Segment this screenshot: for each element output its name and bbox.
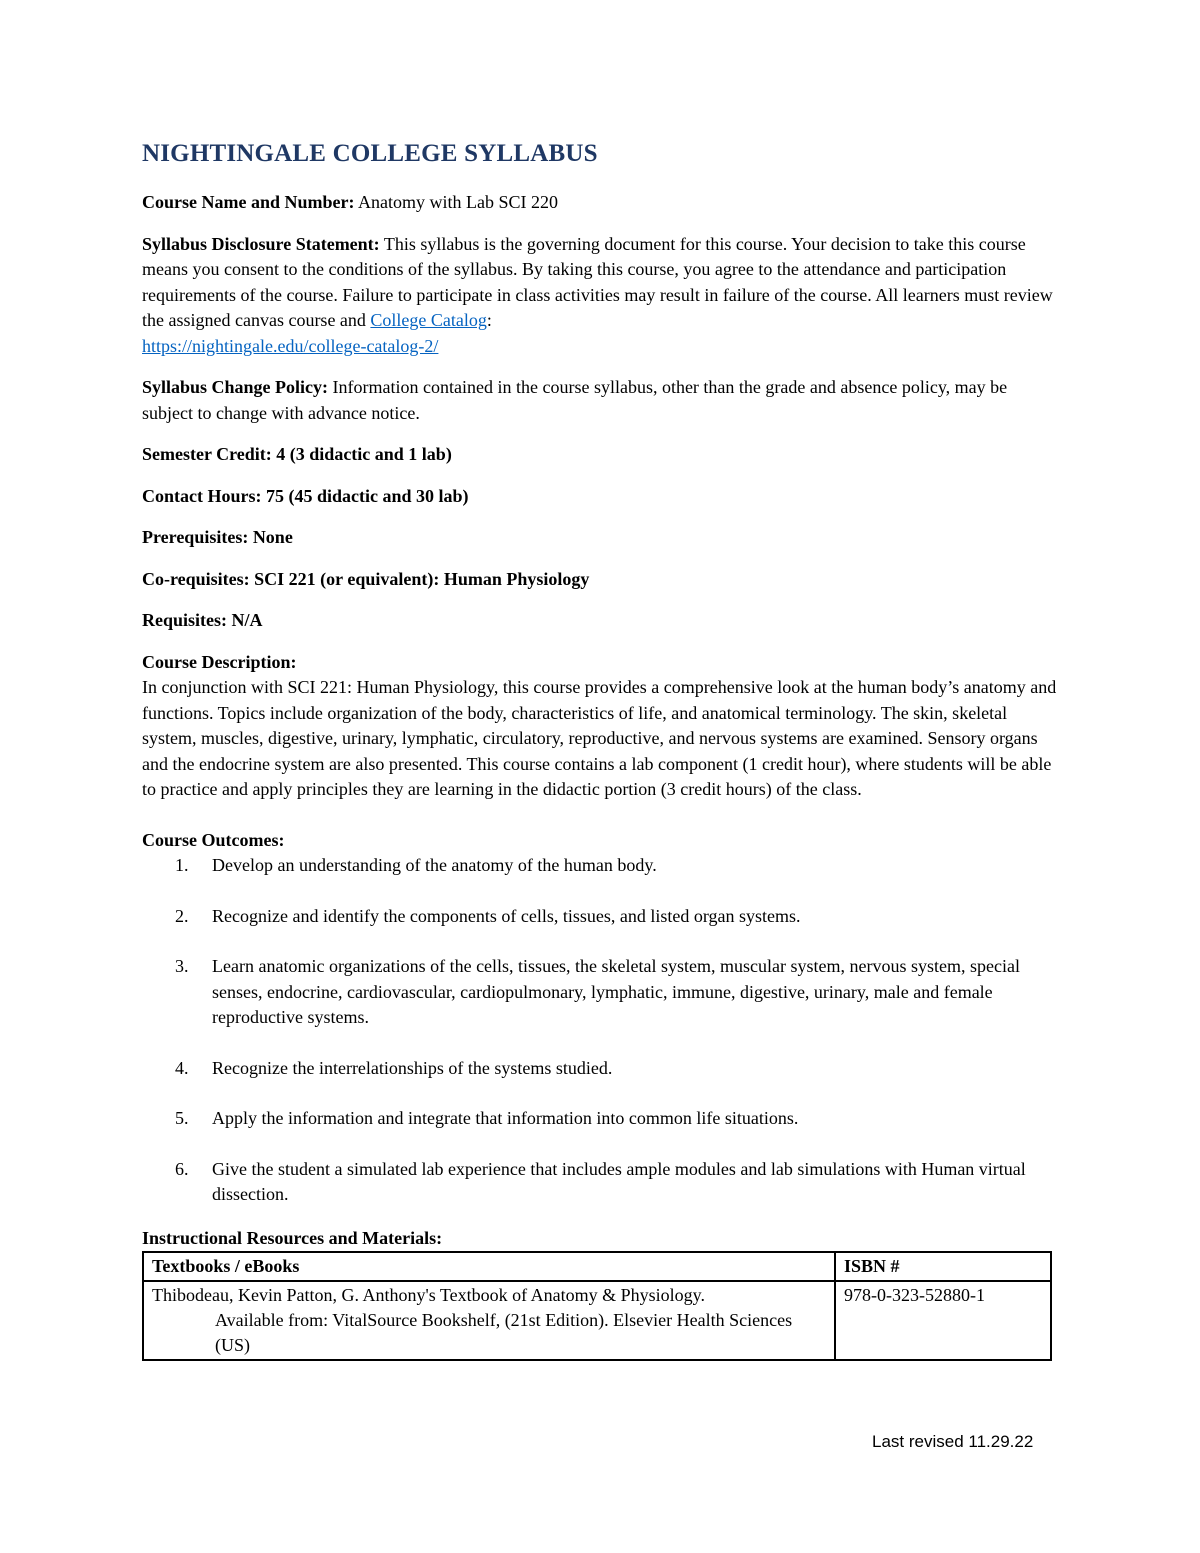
outcomes-list bbox=[142, 853, 1057, 1208]
requisites: Requisites: N/A bbox=[142, 610, 263, 630]
description-text: In conjunction with SCI 221: Human Physiology, this course provides a comprehensive look at the human body’s anatomy and functions. Topics include organization of the body, characteristics of life, and anatomical terminology. The skin, skeletal system, muscles, digestive, urinary, lymphatic, circulatory, reproductive, and nervous systems are examined. Sensory organs and the endocrine system are also presented. This course contains a lab component (1 credit hour), where students will be able to practice and apply principles they are learning in the didactic portion (3 credit hours) of the class. bbox=[142, 677, 1057, 799]
last-revised: Last revised 11.29.22 bbox=[872, 1432, 1034, 1451]
change-policy: Syllabus Change Policy: Information contained in the course syllabus, other than the grade and absence policy, may be subject to change with advance notice. bbox=[142, 377, 1008, 423]
outcomes-heading: Course Outcomes: bbox=[142, 829, 285, 850]
list-item: 3. Learn anatomic organizations of the cells, tissues, the skeletal system, muscular system, nervous system, special senses, endocrine, cardiovascular, cardiopulmonary, lymphatic, immune, digestive, urinary, male and female reproductive systems. bbox=[175, 956, 1020, 1027]
resources-heading: Instructional Resources and Materials: bbox=[142, 1227, 443, 1248]
college-catalog-link[interactable]: College Catalog bbox=[370, 310, 487, 330]
description-heading: Course Description: bbox=[142, 651, 297, 672]
list-item: 4. Recognize the interrelationships of the systems studied. bbox=[175, 1057, 613, 1078]
list-item: 6. Give the student a simulated lab experience that includes ample modules and lab simulations with Human virtual dissection. bbox=[175, 1158, 1026, 1204]
contact-hours: Contact Hours: 75 (45 didactic and 30 lab) bbox=[142, 485, 469, 506]
syllabus-page bbox=[142, 140, 1057, 1361]
prerequisites: Prerequisites: None bbox=[142, 527, 293, 547]
table-header-row bbox=[143, 1252, 1051, 1281]
book-line2: Available from: VitalSource Bookshelf, (21st Edition). Elsevier Health Sciences (US) bbox=[215, 1310, 793, 1355]
disclosure-statement: Syllabus Disclosure Statement: This syllabus is the governing document for this course. Your decision to take this course means you consent to the conditions of the syllabus. By taking this course, you agree to the attendance and participation requirements of the course. Failure to participate in class activities may result in failure of the course. All learners must review the assigned canvas course and College Catalog: https://nightingale.edu/college-catalog-2/ bbox=[142, 233, 1053, 356]
book-cell bbox=[143, 1281, 835, 1360]
col-textbooks: Textbooks / eBooks bbox=[143, 1252, 835, 1281]
page-title: NIGHTINGALE COLLEGE SYLLABUS bbox=[142, 140, 598, 167]
resources-table bbox=[142, 1251, 1052, 1361]
isbn-cell: 978-0-323-52880-1 bbox=[835, 1281, 1051, 1360]
list-item: 1. Develop an understanding of the anatomy of the human body. bbox=[175, 855, 657, 875]
list-item: 5. Apply the information and integrate that information into common life situations. bbox=[175, 1108, 799, 1128]
course-name: Course Name and Number: Anatomy with Lab SCI 220 bbox=[142, 192, 558, 212]
table-row bbox=[143, 1281, 1051, 1360]
list-item: 2. Recognize and identify the components of cells, tissues, and listed organ systems. bbox=[175, 905, 801, 926]
corequisites: Co-requisites: SCI 221 (or equivalent): Human Physiology bbox=[142, 568, 590, 589]
college-catalog-url-link[interactable]: https://nightingale.edu/college-catalog-2/ bbox=[142, 335, 439, 356]
semester-credit: Semester Credit: 4 (3 didactic and 1 lab) bbox=[142, 444, 452, 464]
col-isbn: ISBN # bbox=[835, 1252, 1051, 1281]
book-line1: Thibodeau, Kevin Patton, G. Anthony's Textbook of Anatomy & Physiology. bbox=[152, 1285, 705, 1305]
